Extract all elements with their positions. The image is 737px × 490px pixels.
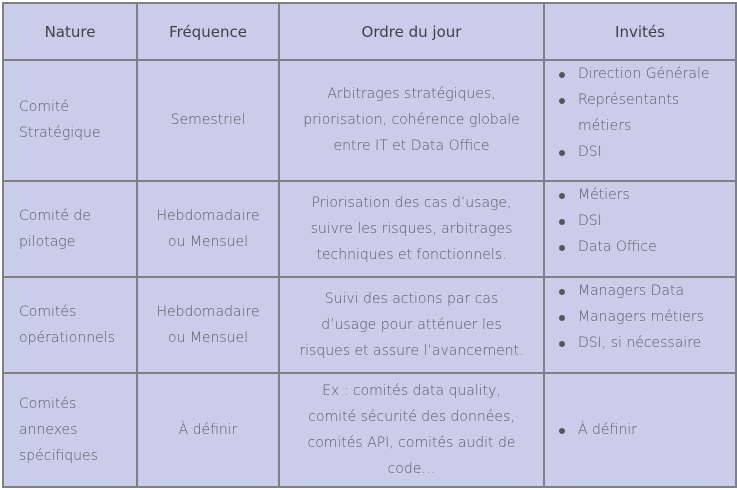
cell-ordre-du-jour: Ex : comités data quality, comité sécurité des données, comités API, comités audit de code… <box>279 373 544 487</box>
table-row <box>3 277 736 373</box>
list-item: Managers métiers <box>556 304 729 330</box>
header-frequence: Fréquence <box>137 3 279 60</box>
list-item: Métiers <box>556 182 729 208</box>
list-item: DSI <box>556 208 729 234</box>
list-item: Direction Générale <box>556 61 729 87</box>
header-ordre-du-jour: Ordre du jour <box>279 3 544 60</box>
cell-nature: Comité Stratégique <box>3 60 137 181</box>
cell-invites <box>544 373 736 487</box>
cell-nature: Comités annexes spécifiques <box>3 373 137 487</box>
list-item: À définir <box>556 417 729 443</box>
invites-list <box>545 278 735 356</box>
cell-ordre-du-jour: Suivi des actions par cas d’usage pour atténuer les risques et assure l’avancement. <box>279 277 544 373</box>
table-row <box>3 181 736 277</box>
list-item: DSI <box>556 139 729 165</box>
cell-nature: Comités opérationnels <box>3 277 137 373</box>
cell-invites <box>544 181 736 277</box>
cell-frequence: Semestriel <box>137 60 279 181</box>
list-item: DSI, si nécessaire <box>556 330 729 356</box>
header-nature: Nature <box>3 3 137 60</box>
invites-list <box>545 417 735 443</box>
cell-nature: Comité de pilotage <box>3 181 137 277</box>
list-item: Managers Data <box>556 278 729 304</box>
invites-list <box>545 61 735 165</box>
list-item: Data Office <box>556 234 729 260</box>
cell-frequence: Hebdomadaire ou Mensuel <box>137 181 279 277</box>
header-invites: Invités <box>544 3 736 60</box>
list-item: Représentants métiers <box>556 87 729 139</box>
governance-committees-table <box>2 2 737 488</box>
cell-invites <box>544 277 736 373</box>
cell-ordre-du-jour: Arbitrages stratégiques, priorisation, cohérence globale entre IT et Data Office <box>279 60 544 181</box>
cell-ordre-du-jour: Priorisation des cas d’usage, suivre les risques, arbitrages techniques et fonctionnels. <box>279 181 544 277</box>
table-row <box>3 373 736 487</box>
table-row <box>3 60 736 181</box>
cell-frequence: Hebdomadaire ou Mensuel <box>137 277 279 373</box>
invites-list <box>545 182 735 260</box>
cell-invites <box>544 60 736 181</box>
header-row <box>3 3 736 60</box>
cell-frequence: À définir <box>137 373 279 487</box>
